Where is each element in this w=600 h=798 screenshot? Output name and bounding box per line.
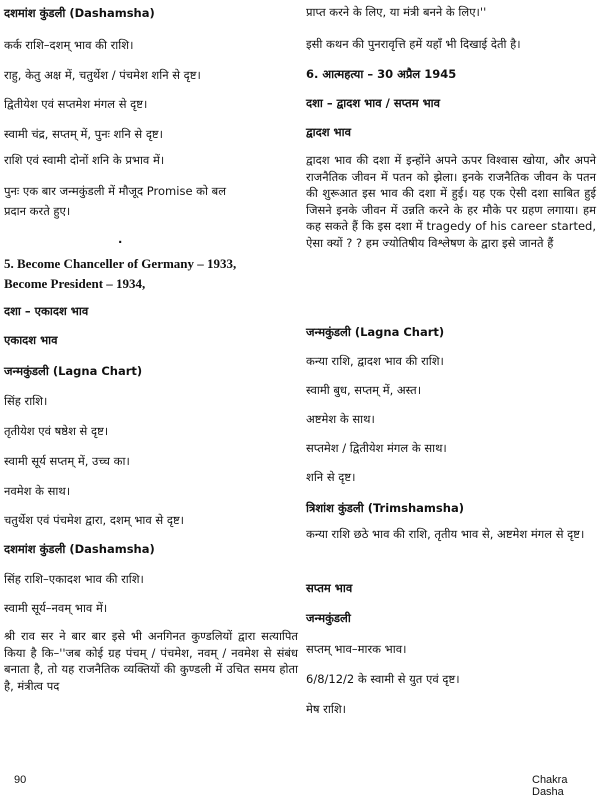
heading-lagna-chart: जन्मकुंडली (Lagna Chart) [306, 325, 445, 339]
heading-dashamsha: दशमांश कुंडली (Dashamsha) [4, 6, 155, 20]
text-line: स्वामी सूर्य–नवम् भाव में। [4, 601, 108, 615]
text-line: कर्क राशि–दशम् भाव की राशि। [4, 38, 134, 52]
text-line: पुनः एक बार जन्मकुंडली में मौजूद Promise को बल [4, 184, 227, 198]
text-line: सिंह राशि। [4, 394, 48, 408]
section-heading-5: 5. Become Chanceller of Germany – 1933, [4, 256, 237, 271]
heading-trimshamsha: त्रिशांश कुंडली (Trimshamsha) [306, 501, 464, 515]
text-line: स्वामी चंद्र, सप्तम् में, पुनः शनि से दृष्ट। [4, 127, 164, 141]
text-line: द्वितीयेश एवं सप्तमेश मंगल से दृष्ट। [4, 97, 148, 111]
heading-dasha: दशा – एकादश भाव [4, 304, 89, 318]
heading-lagna-chart: जन्मकुंडली (Lagna Chart) [4, 364, 143, 378]
running-title: Chakra Dasha [532, 774, 568, 798]
text-line: इसी कथन की पुनरावृत्ति हमें यहाँ भी दिखाई देती है। [306, 37, 521, 51]
paragraph-trimshamsha: कन्या राशि छठे भाव की राशि, तृतीय भाव से, अष्टमेश मंगल से दृष्ट। [306, 527, 585, 541]
text-line: मेष राशि। [306, 702, 347, 716]
text-line: 6/8/12/2 के स्वामी से युत एवं दृष्ट। [306, 672, 460, 686]
heading-janmakundli: जन्मकुंडली [306, 611, 351, 625]
paragraph-rao-sir: श्री राव सर ने बार बार इसे भी अनगिनत कुण्डलियों द्वारा सत्यापित किया है कि–''जब कोई ग्रह पंचम् / पंचमेश, नवम् / नवमेश से संबंध बनाता है, तो यह राजनैतिक व्यक्तियों की कुण्डली में उचित समय होता है, मंत्रीत्व पद [4, 629, 298, 693]
text-line: शनि से दृष्ट। [306, 470, 356, 484]
heading-ekadash-bhav: एकादश भाव [4, 333, 58, 347]
text-line: तृतीयेश एवं षष्ठेश से दृष्ट। [4, 424, 109, 438]
text-line: नवमेश के साथ। [4, 484, 71, 498]
section-heading-6: 6. आत्महत्या – 30 अप्रैल 1945 [306, 67, 457, 81]
text-line: स्वामी बुध, सप्तम् में, अस्त। [306, 383, 422, 397]
text-line: सप्तमेश / द्वितीयेश मंगल के साथ। [306, 441, 447, 455]
text-line: राशि एवं स्वामी दोनों शनि के प्रभाव में। [4, 153, 165, 167]
text-line: प्राप्त करने के लिए, या मंत्री बनने के लिए।'' [306, 5, 487, 19]
paragraph-dwadash: द्वादश भाव की दशा में इन्होंने अपने ऊपर विश्वास खोया, और अपने राजनैतिक जीवन में पतन को झेला। इनके राजनैतिक जीवन के पतन की शुरूआत इस भाव की दशा में हुई। यह एक ऐसी दशा साबित हुई जिसने इनके जीवन में उन्नति करने के हर मौके पर ग्रहण लगाया। हम कह सकते हैं कि इस दशा में tragedy of his career started, ऐसा क्यों ? ? हम ज्योतिषीय विश्लेषण के द्वारा इसे जानते हैं [306, 153, 596, 250]
heading-dashamsha-2: दशमांश कुंडली (Dashamsha) [4, 542, 155, 556]
text-line: सिंह राशि–एकादश भाव की राशि। [4, 572, 144, 586]
heading-dwadash-bhav: द्वादश भाव [306, 125, 351, 139]
text-line: कन्या राशि, द्वादश भाव की राशि। [306, 354, 444, 368]
heading-saptam-bhav: सप्तम भाव [306, 581, 353, 595]
heading-dasha: दशा – द्वादश भाव / सप्तम भाव [306, 96, 441, 110]
text-line: सप्तम् भाव–मारक भाव। [306, 642, 407, 656]
page-number: 90 [14, 774, 27, 786]
text-line: प्रदान करते हुए। [4, 204, 71, 218]
text-line: राहु, केतु अक्ष में, चतुर्थेश / पंचमेश शनि से दृष्ट। [4, 68, 201, 82]
text-line: चतुर्थेश एवं पंचमेश द्वारा, दशम् भाव से दृष्ट। [4, 513, 185, 527]
stray-dot: . [118, 232, 123, 246]
section-heading-5-cont: Become President – 1934, [4, 276, 146, 291]
text-line: स्वामी सूर्य सप्तम् में, उच्च का। [4, 454, 130, 468]
text-line: अष्टमेश के साथ। [306, 412, 375, 426]
